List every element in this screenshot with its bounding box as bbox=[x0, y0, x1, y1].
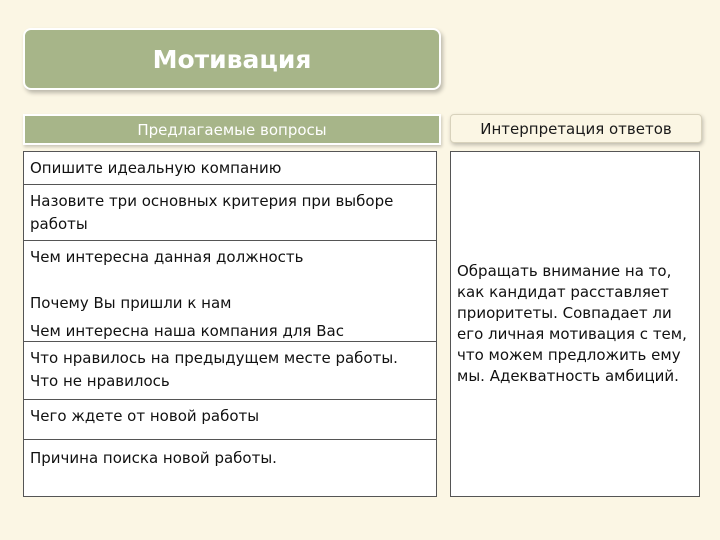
question-row: Чем интересна данная должность bbox=[23, 240, 437, 283]
interpretation-cell bbox=[450, 151, 700, 497]
question-row: Чего ждете от новой работы bbox=[23, 399, 437, 439]
question-row-group bbox=[23, 283, 437, 343]
interpretation-text: Обращать внимание на то, как кандидат расставляет приоритеты. Совпадает ли его личная мотивация с тем, что можем предложить ему мы. Адекватность амбиций. bbox=[457, 262, 687, 385]
question-row: Назовите три основных критерия при выборе работы bbox=[23, 184, 437, 240]
question-row: Опишите идеальную компанию bbox=[23, 151, 437, 184]
question-row: Чем интересна наша компания для Вас bbox=[30, 322, 344, 340]
question-row: Причина поиска новой работы. bbox=[23, 439, 437, 497]
interpretation-header: Интерпретация ответов bbox=[450, 114, 702, 143]
question-row: Что нравилось на предыдущем месте работы. Что не нравилось bbox=[23, 341, 437, 399]
slide-title: Мотивация bbox=[23, 28, 441, 90]
question-row: Почему Вы пришли к нам bbox=[30, 294, 232, 312]
questions-header: Предлагаемые вопросы bbox=[23, 114, 441, 145]
